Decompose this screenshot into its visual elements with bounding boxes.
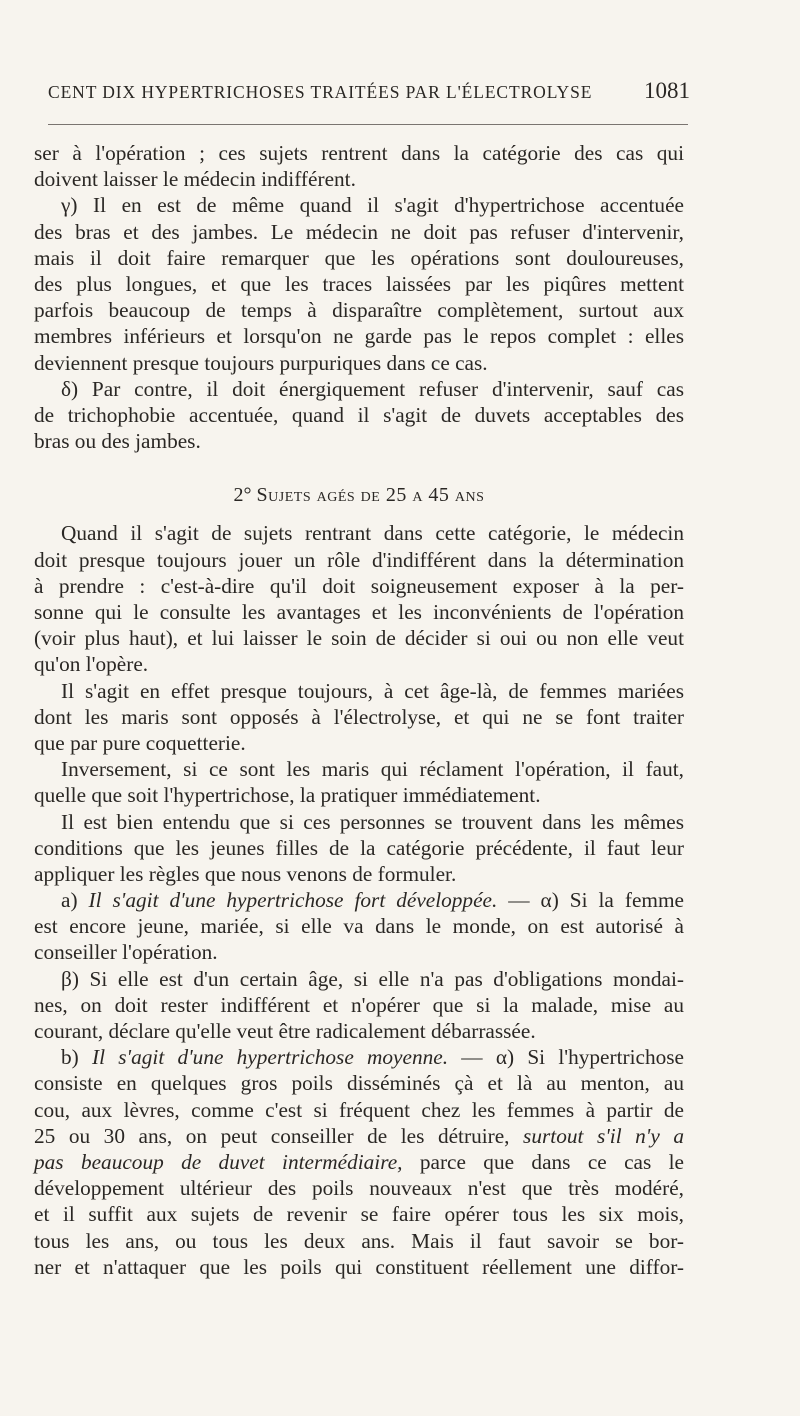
text-line: (voir plus haut), et lui laisser le soin de décider si oui ou non elle veut xyxy=(34,626,684,651)
para-b-rest: — α) Si l'hypertrichose xyxy=(448,1045,685,1070)
text-line: Il est bien entendu que si ces personnes se trouvent dans les mêmes xyxy=(61,809,684,834)
text-line: à prendre : c'est-à-dire qu'il doit soigneusement exposer à la per- xyxy=(34,573,684,598)
text-line: quelle que soit l'hypertrichose, la pratiquer immédiatement. xyxy=(34,783,541,808)
section-heading xyxy=(34,482,684,508)
text-line: tous les ans, ou tous les deux ans. Mais il faut savoir se bor- xyxy=(34,1228,684,1253)
paragraph-a-first-line xyxy=(34,887,684,913)
para-b-prefix: b) xyxy=(61,1045,92,1070)
italic-span: pas beaucoup de duvet intermédiaire, xyxy=(34,1149,403,1174)
para-b-title: Il s'agit d'une hypertrichose moyenne. xyxy=(92,1045,449,1070)
text-line-mixed xyxy=(34,1149,684,1175)
text-line: parfois beaucoup de temps à disparaître complètement, surtout aux xyxy=(34,298,684,323)
para-a-rest: — α) Si la femme xyxy=(497,888,684,913)
text-line: doit presque toujours jouer un rôle d'indifférent dans la détermination xyxy=(34,547,684,572)
text-line: des plus longues, et que les traces laissées par les piqûres mettent xyxy=(34,271,684,296)
text-line: ser à l'opération ; ces sujets rentrent dans la catégorie des cas qui xyxy=(34,141,684,165)
text-span: parce que dans ce cas le xyxy=(402,1149,684,1174)
text-line: de trichophobie accentuée, quand il s'agit de duvets acceptables des xyxy=(34,402,684,427)
paragraph-b-first-line xyxy=(34,1044,684,1070)
text-line: δ) Par contre, il doit énergiquement refuser d'intervenir, sauf cas xyxy=(61,376,684,401)
text-line: consiste en quelques gros poils disséminés çà et là au menton, au xyxy=(34,1071,684,1096)
text-line: mais il doit faire remarquer que les opérations sont douloureuses, xyxy=(34,245,684,270)
text-line: Inversement, si ce sont les maris qui réclament l'opération, il faut, xyxy=(61,757,684,782)
text-line: conseiller l'opération. xyxy=(34,940,218,965)
text-line: bras ou des jambes. xyxy=(34,429,201,454)
text-line: nes, on doit rester indifférent et n'opérer que si la malade, mise au xyxy=(34,992,684,1017)
text-line: dont les maris sont opposés à l'électrolyse, et qui ne se font traiter xyxy=(34,704,684,729)
text-line: β) Si elle est d'un certain âge, si elle n'a pas d'obligations mondai- xyxy=(61,966,684,991)
header-rule xyxy=(48,124,688,125)
running-title: CENT DIX HYPERTRICHOSES TRAITÉES PAR L'ÉLECTROLYSE xyxy=(48,82,593,102)
section-title: Sujets agés de 25 a 45 ans xyxy=(256,484,485,507)
italic-span: surtout s'il n'y a xyxy=(523,1123,684,1148)
text-line: deviennent presque toujours purpuriques dans ce cas. xyxy=(34,350,488,375)
para-a-prefix: a) xyxy=(61,888,89,913)
text-line: cou, aux lèvres, comme c'est si fréquent chez les femmes à partir de xyxy=(34,1097,684,1122)
text-line: des bras et des jambes. Le médecin ne doit pas refuser d'intervenir, xyxy=(34,219,684,244)
text-line: que par pure coquetterie. xyxy=(34,730,246,755)
text-line: et il suffit aux sujets de revenir se faire opérer tous les six mois, xyxy=(34,1202,684,1227)
text-line: appliquer les règles que nous venons de formuler. xyxy=(34,861,457,886)
text-line: conditions que les jeunes filles de la catégorie précédente, il faut leur xyxy=(34,835,684,860)
text-line: développement ultérieur des poils nouveaux n'est que très modéré, xyxy=(34,1176,684,1201)
text-line: doivent laisser le médecin indifférent. xyxy=(34,167,356,192)
text-line: qu'on l'opère. xyxy=(34,652,149,677)
text-line: ner et n'attaquer que les poils qui constituent réellement une diffor- xyxy=(34,1254,684,1279)
running-header xyxy=(48,78,690,110)
text-line: membres inférieurs et lorsqu'on ne garde pas le repos complet : elles xyxy=(34,324,684,349)
text-line: est encore jeune, mariée, si elle va dans le monde, on est autorisé à xyxy=(34,914,684,939)
text-line: courant, déclare qu'elle veut être radicalement débarrassée. xyxy=(34,1019,536,1044)
text-span: 25 ou 30 ans, on peut conseiller de les détruire, xyxy=(34,1123,524,1148)
para-a-title: Il s'agit d'une hypertrichose fort développée. xyxy=(88,888,498,913)
body-text xyxy=(34,140,684,1280)
section-number: 2° xyxy=(233,484,252,507)
text-line: γ) Il en est de même quand il s'agit d'hypertrichose accentuée xyxy=(61,193,684,218)
text-line: Il s'agit en effet presque toujours, à cet âge-là, de femmes mariées xyxy=(61,678,684,703)
text-line: sonne qui le consulte les avantages et les inconvénients de l'opération xyxy=(34,600,684,625)
text-line-mixed xyxy=(34,1123,684,1149)
text-line: Quand il s'agit de sujets rentrant dans cette catégorie, le médecin xyxy=(61,521,684,546)
page-number: 1081 xyxy=(644,78,690,103)
